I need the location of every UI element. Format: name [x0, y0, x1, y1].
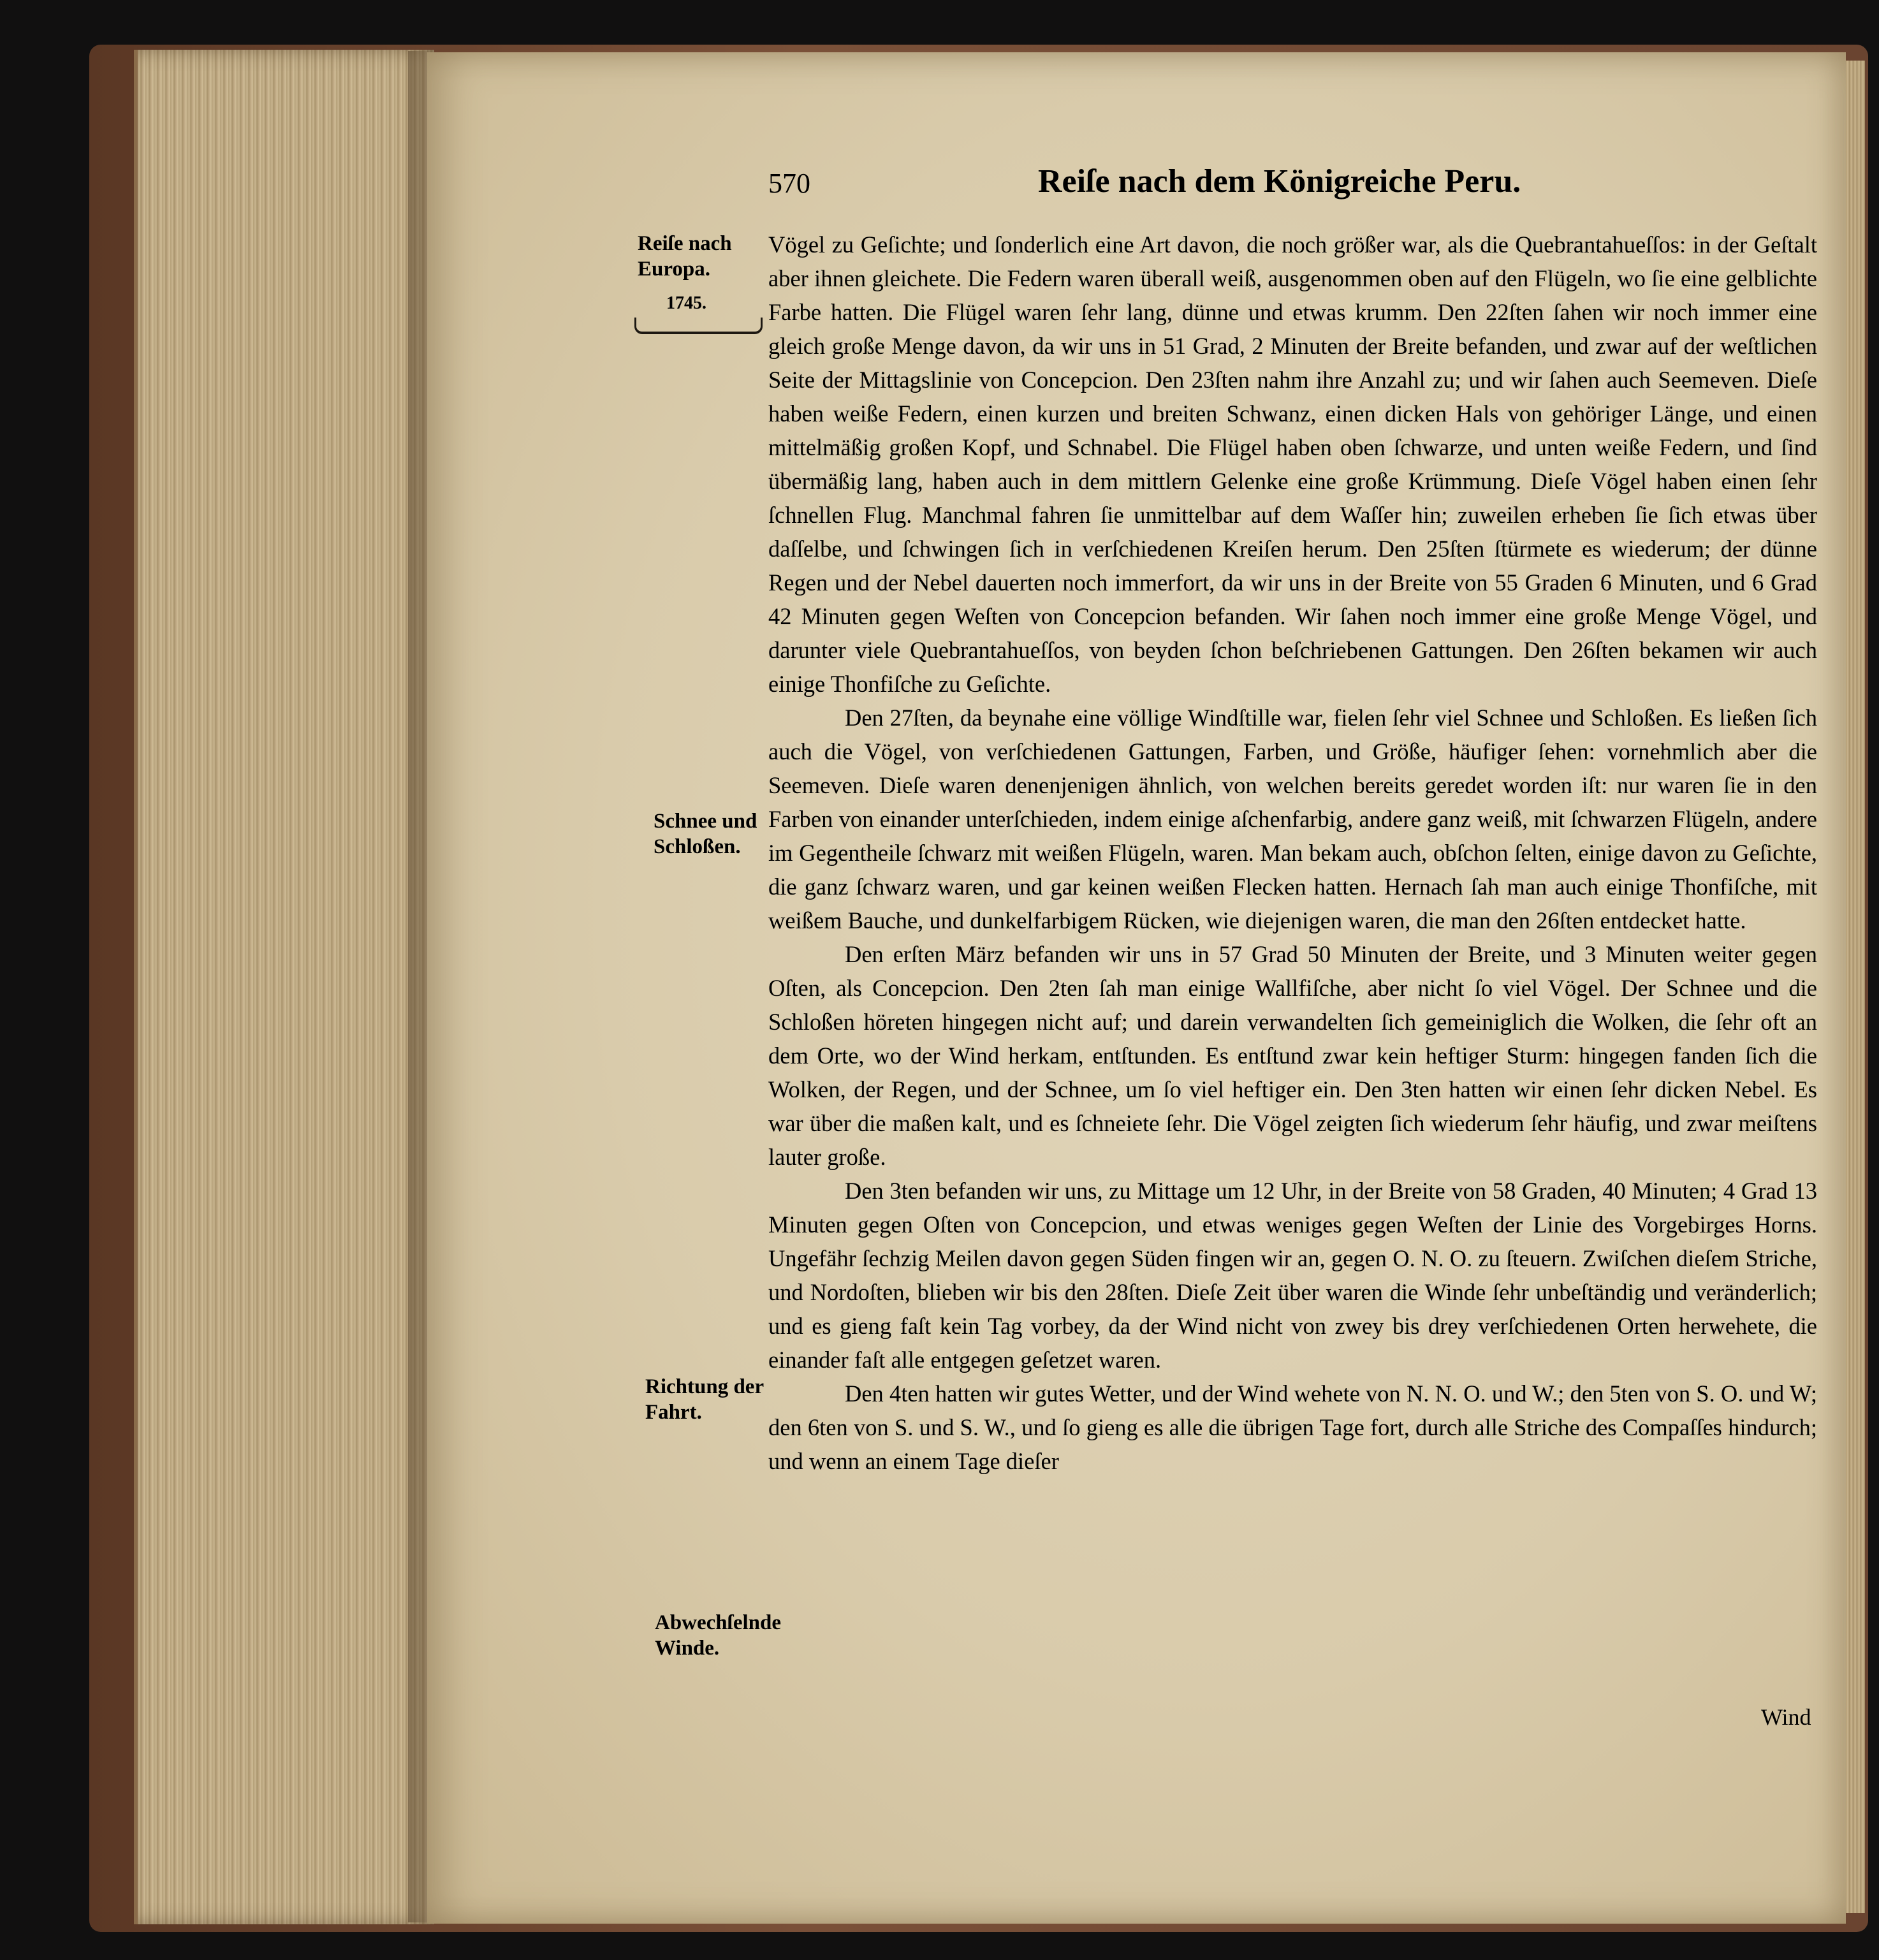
running-title: Reiſe nach dem Königreiche Peru. — [1038, 163, 1521, 200]
margin-note-journey-line1: Reiſe nach — [638, 232, 732, 255]
paragraph-5: Den 4ten hatten wir gutes Wetter, und der Wind wehete von N. N. O. und W.; den 5ten von S. O. und W; den 6ten von S. und S. W., und ſo gieng es alle die übrigen Tage fort, durch alle Striche des Compaſſes hindurch; und wenn an einem Tage dieſer — [768, 1380, 1817, 1474]
body-text — [768, 228, 1817, 1478]
page-edges — [134, 50, 434, 1924]
margin-note-course — [645, 1374, 764, 1425]
page-number: 570 — [768, 168, 810, 199]
paragraph-1: Vögel zu Geſichte; und ſonderlich eine Art davon, die noch größer war, als die Quebrantahueſſos: in der Geſtalt aber ihnen gleichete. Die Federn waren überall weiß, ausgenommen oben auf den Flügeln, wo ſie eine gelblichte Farbe hatten. Die Flügel waren ſehr lang, dünne und etwas krumm. Den 22ſten ſahen wir noch immer eine gleich große Menge davon, da wir uns in 51 Grad, 2 Minuten der Breite befanden, und zwar auf der weſtlichen Seite der Mittagslinie von Concepcion. Den 23ſten nahm ihre Anzahl zu; und wir ſahen auch Seemeven. Dieſe haben weiße Federn, einen kurzen und breiten Schwanz, einen dicken Hals von gehöriger Länge, und einen mittelmäßig großen Kopf, und Schnabel. Die Flügel haben oben ſchwarze, und unten weiße Federn, und ſind übermäßig lang, haben auch in dem mittlern Gelenke eine große Krümmung. Dieſe Vögel haben einen ſehr ſchnellen Flug. Manchmal fahren ſie unmittelbar auf dem Waſſer hin; zuweilen erheben ſie ſich etwas über daſſelbe, und ſchwingen ſich in verſchiedenen Kreiſen herum. Den 25ſten ſtürmete es wiederum; der dünne Regen und der Nebel dauerten noch immerfort, da wir uns in der Breite von 55 Graden 6 Minuten, und 6 Grad 42 Minuten gegen Weſten von Concepcion befanden. Wir ſahen noch immer eine große Menge Vögel, und darunter viele Quebrantahueſſos, von beyden ſchon beſchriebenen Gattungen. Den 26ſten bekamen wir auch einige Thonfiſche zu Geſichte. — [768, 231, 1817, 697]
paragraph-4: Den 3ten befanden wir uns, zu Mittage um 12 Uhr, in der Breite von 58 Graden, 40 Minuten; 4 Grad 13 Minuten gegen Oſten von Concepcion, und etwas weniges gegen Weſten der Linie des Vorgebirges Horns. Ungefähr ſechzig Meilen davon gegen Süden fingen wir an, gegen O. N. O. zu ſteuern. Zwiſchen dieſem Striche, und Nordoſten, blieben wir bis den 28ſten. Dieſe Zeit über waren die Winde ſehr unbeſtändig und veränderlich; und es gieng faſt kein Tag vorbey, da der Wind nicht von zwey bis drey verſchiedenen Orten herwehete, die einander faſt alle entgegen geſetzet waren. — [768, 1178, 1817, 1373]
paragraph-3: Den erſten März befanden wir uns in 57 Grad 50 Minuten der Breite, und 3 Minuten weiter gegen Oſten, als Concepcion. Den 2ten ſah man einige Wallfiſche, aber nicht ſo viel Vögel. Der Schnee und die Schloßen höreten hingegen nicht auf; und darein verwandelten ſich gemeiniglich die Wolken, die ſehr oft an dem Orte, wo der Wind herkam, entſtunden. Es entſtund zwar kein heftiger Sturm: hingegen fanden ſich die Wolken, der Regen, und der Schnee, um ſo viel heftiger ein. Den 3ten hatten wir einen ſehr dicken Nebel. Es war über die maßen kalt, und es ſchneiete ſehr. Die Vögel zeigten ſich wiederum ſehr häufig, und zwar meiſtens lauter große. — [768, 941, 1817, 1170]
margin-note-snow-line2: Schloßen. — [654, 835, 741, 858]
margin-note-year: 1745. — [666, 293, 706, 313]
margin-brace-ornament — [634, 318, 763, 334]
margin-note-winds-line1: Abwechſelnde — [655, 1611, 781, 1634]
right-page-edge — [1846, 61, 1865, 1913]
margin-note-snow — [654, 808, 757, 859]
margin-note-winds-line2: Winde. — [655, 1637, 720, 1660]
margin-note-journey-line2: Europa. — [638, 258, 711, 281]
margin-note-winds — [655, 1610, 781, 1661]
margin-note-course-line1: Richtung der — [645, 1375, 764, 1398]
catchword: Wind — [1761, 1704, 1811, 1730]
paragraph-2: Den 27ſten, da beynahe eine völlige Windſtille war, fielen ſehr viel Schnee und Schloßen. Es ließen ſich auch die Vögel, von verſchiedenen Gattungen, Farben, und Größe, häufiger ſehen: vornehmlich aber die Seemeven. Dieſe waren denenjenigen ähnlich, von welchen bereits geredet worden iſt: nur waren ſie in den Farben von einander unterſchieden, indem einige aſchenfarbig, andere ganz weiß, mit ſchwarzen Flügeln, andere im Gegentheile ſchwarz mit weißen Flügeln, waren. Man bekam auch, obſchon ſelten, einige davon zu Geſichte, die ganz ſchwarz waren, und gar keinen weißen Flecken hatten. Hernach ſah man auch einige Thonfiſche, mit weißem Bauche, und dunkelfarbigem Rücken, wie diejenigen waren, die man den 26ſten entdecket hatte. — [768, 705, 1817, 933]
margin-note-journey — [638, 231, 732, 282]
margin-note-snow-line1: Schnee und — [654, 810, 757, 833]
margin-note-course-line2: Fahrt. — [645, 1401, 702, 1424]
